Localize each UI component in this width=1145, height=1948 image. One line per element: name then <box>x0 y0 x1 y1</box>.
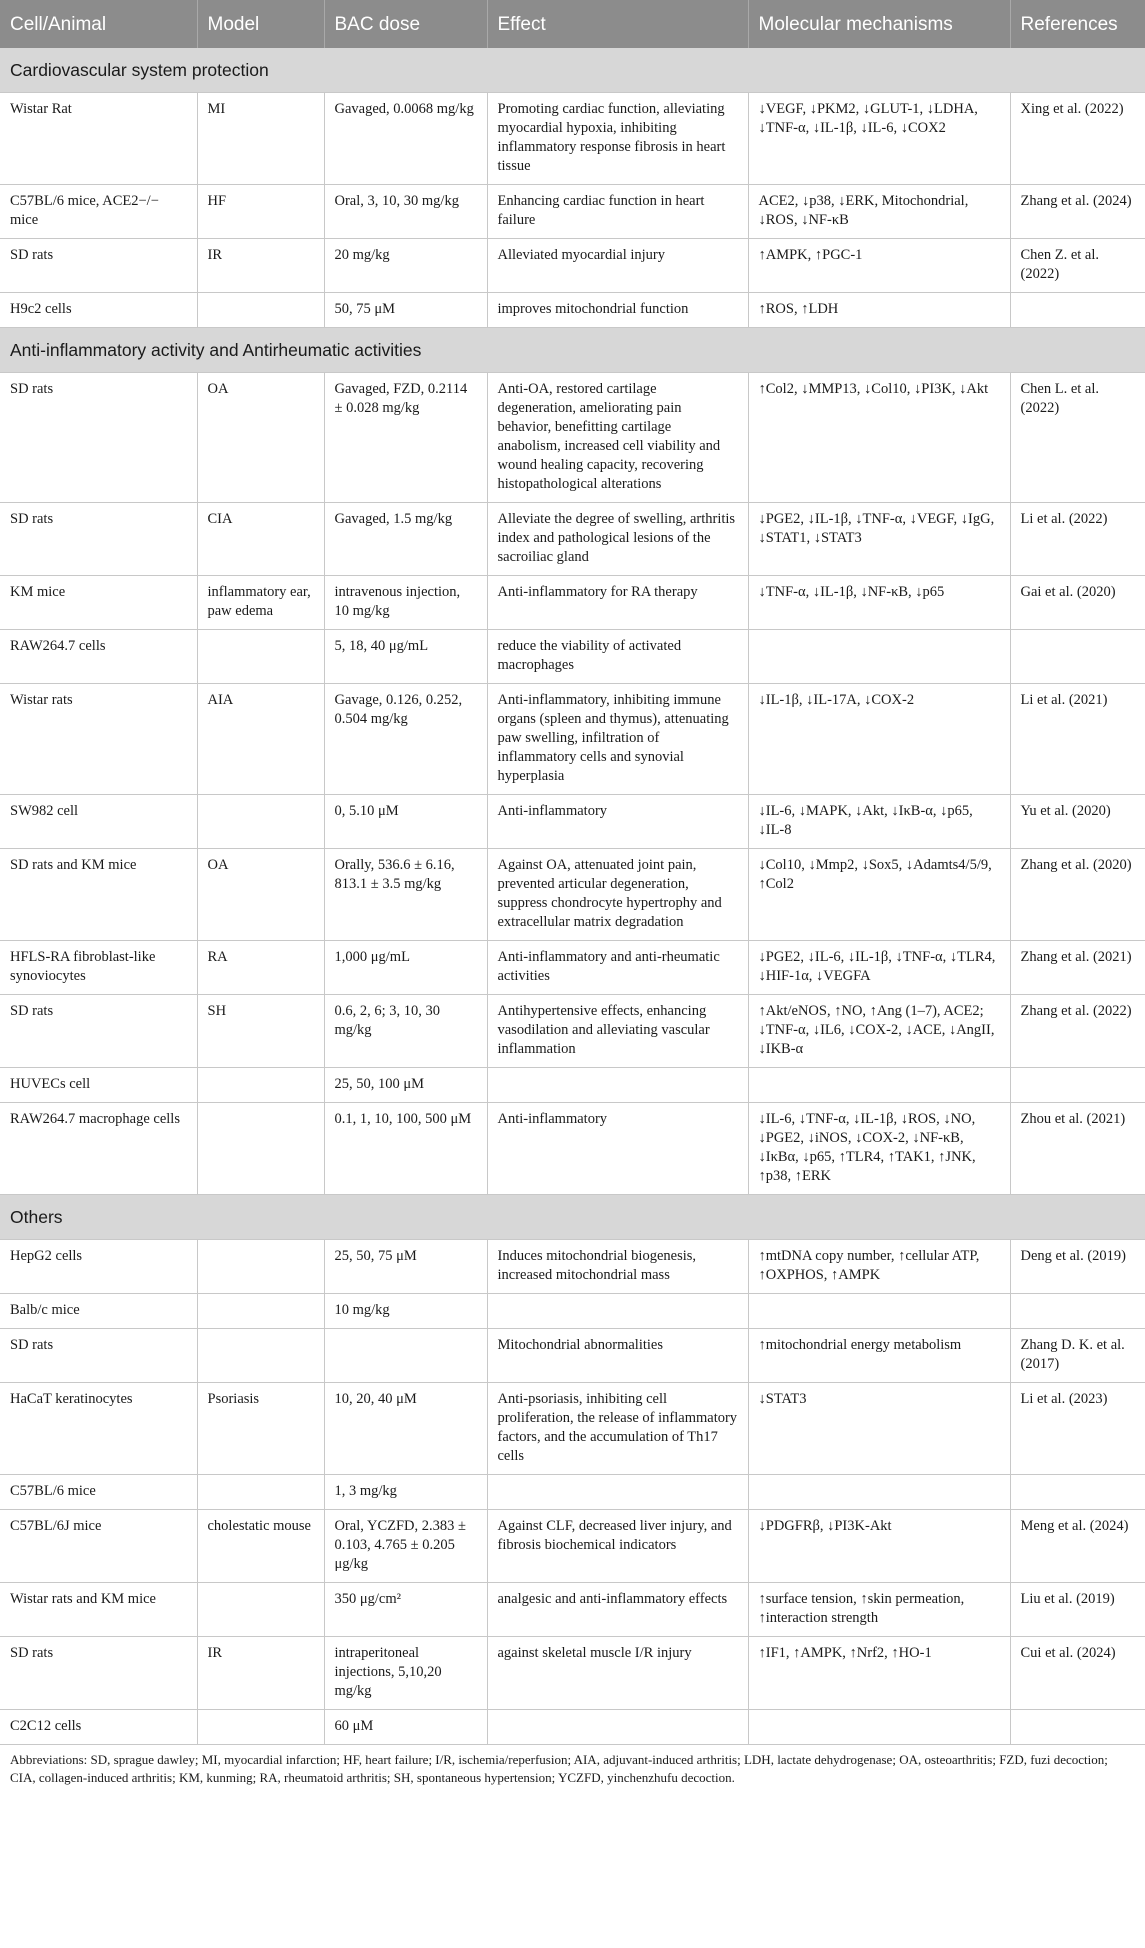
effect-cell <box>487 1068 748 1103</box>
cell-animal-cell: HUVECs cell <box>0 1068 197 1103</box>
section-title: Anti-inflammatory activity and Antirheumatic activities <box>0 328 1145 373</box>
effect-cell: Antihypertensive effects, enhancing vasodilation and alleviating vascular inflammation <box>487 995 748 1068</box>
effect-cell <box>487 1475 748 1510</box>
model-cell <box>197 1240 324 1294</box>
reference-cell: Chen L. et al. (2022) <box>1010 373 1145 503</box>
bac-dose-cell: Gavaged, 0.0068 mg/kg <box>324 93 487 185</box>
bac-dose-cell: 60 μM <box>324 1710 487 1745</box>
molecular-mechanisms-cell: ↓IL-6, ↓TNF-α, ↓IL-1β, ↓ROS, ↓NO, ↓PGE2, ↓iNOS, ↓COX-2, ↓NF-κB, ↓IκBα, ↓p65, ↑TLR4, ↑TAK1, ↑JNK, ↑p38, ↑ERK <box>748 1103 1010 1195</box>
table-row <box>0 239 1145 293</box>
model-cell: OA <box>197 373 324 503</box>
table-row <box>0 1475 1145 1510</box>
cell-animal-cell: C57BL/6 mice <box>0 1475 197 1510</box>
reference-cell: Zhang et al. (2022) <box>1010 995 1145 1068</box>
abbreviations-footnote: Abbreviations: SD, sprague dawley; MI, myocardial infarction; HF, heart failure; I/R, ischemia/reperfusion; AIA, adjuvant-induced arthritis; LDH, lactate dehydrogenase; OA, osteoarthritis; FZD, fuzi decoction; CIA, collagen-induced arthritis; KM, kunming; RA, rheumatoid arthritis; SH, spontaneous hypertension; YCZFD, yinchenzhufu decoction. <box>10 1752 1108 1785</box>
table-row <box>0 1710 1145 1745</box>
cell-animal-cell: Wistar rats and KM mice <box>0 1583 197 1637</box>
effect-cell: improves mitochondrial function <box>487 293 748 328</box>
bac-dose-cell: 0.1, 1, 10, 100, 500 μM <box>324 1103 487 1195</box>
bac-dose-cell: Oral, YCZFD, 2.383 ± 0.103, 4.765 ± 0.205 μg/kg <box>324 1510 487 1583</box>
table-row <box>0 1329 1145 1383</box>
table-header <box>0 0 1145 48</box>
bac-dose-cell: Orally, 536.6 ± 6.16, 813.1 ± 3.5 mg/kg <box>324 849 487 941</box>
section-row <box>0 328 1145 373</box>
header-cell-animal: Cell/Animal <box>0 0 197 48</box>
bac-dose-cell: Gavaged, FZD, 0.2114 ± 0.028 mg/kg <box>324 373 487 503</box>
reference-cell: Chen Z. et al. (2022) <box>1010 239 1145 293</box>
molecular-mechanisms-cell: ACE2, ↓p38, ↓ERK, Mitochondrial, ↓ROS, ↓NF-κB <box>748 185 1010 239</box>
cell-animal-cell: RAW264.7 cells <box>0 630 197 684</box>
molecular-mechanisms-cell: ↑Col2, ↓MMP13, ↓Col10, ↓PI3K, ↓Akt <box>748 373 1010 503</box>
effect-cell: Against OA, attenuated joint pain, prevented articular degeneration, suppress chondrocyte hypertrophy and extracellular matrix degradation <box>487 849 748 941</box>
cell-animal-cell: KM mice <box>0 576 197 630</box>
table-row <box>0 373 1145 503</box>
cell-animal-cell: Balb/c mice <box>0 1294 197 1329</box>
reference-cell: Zhang et al. (2021) <box>1010 941 1145 995</box>
effect-cell: Anti-inflammatory and anti-rheumatic activities <box>487 941 748 995</box>
bac-dose-cell: 50, 75 μM <box>324 293 487 328</box>
bac-dose-cell: Gavage, 0.126, 0.252, 0.504 mg/kg <box>324 684 487 795</box>
table-row <box>0 684 1145 795</box>
effect-cell: Mitochondrial abnormalities <box>487 1329 748 1383</box>
molecular-mechanisms-cell: ↑Akt/eNOS, ↑NO, ↑Ang (1–7), ACE2; ↓TNF-α, ↓IL6, ↓COX-2, ↓ACE, ↓AngII, ↓IKB-α <box>748 995 1010 1068</box>
reference-cell: Yu et al. (2020) <box>1010 795 1145 849</box>
section-title: Others <box>0 1195 1145 1240</box>
header-molecular-mechanisms: Molecular mechanisms <box>748 0 1010 48</box>
model-cell <box>197 795 324 849</box>
reference-cell: Li et al. (2022) <box>1010 503 1145 576</box>
bac-dose-cell: 5, 18, 40 μg/mL <box>324 630 487 684</box>
bac-dose-cell <box>324 1329 487 1383</box>
table-row <box>0 995 1145 1068</box>
model-cell: CIA <box>197 503 324 576</box>
model-cell: inflammatory ear, paw edema <box>197 576 324 630</box>
table-row <box>0 1383 1145 1475</box>
table-row <box>0 503 1145 576</box>
reference-cell: Li et al. (2021) <box>1010 684 1145 795</box>
cell-animal-cell: H9c2 cells <box>0 293 197 328</box>
cell-animal-cell: SD rats <box>0 239 197 293</box>
effect-cell: Anti-inflammatory for RA therapy <box>487 576 748 630</box>
molecular-mechanisms-cell: ↑surface tension, ↑skin permeation, ↑interaction strength <box>748 1583 1010 1637</box>
effect-cell: Anti-OA, restored cartilage degeneration, ameliorating pain behavior, benefitting cartilage anabolism, increased cell viability and wound healing capacity, recovering histopathological alterations <box>487 373 748 503</box>
model-cell <box>197 1710 324 1745</box>
effect-cell <box>487 1710 748 1745</box>
section-row <box>0 48 1145 93</box>
model-cell <box>197 1068 324 1103</box>
model-cell: RA <box>197 941 324 995</box>
section-row <box>0 1195 1145 1240</box>
molecular-mechanisms-cell: ↓VEGF, ↓PKM2, ↓GLUT-1, ↓LDHA, ↓TNF-α, ↓IL-1β, ↓IL-6, ↓COX2 <box>748 93 1010 185</box>
molecular-mechanisms-cell: ↓PDGFRβ, ↓PI3K-Akt <box>748 1510 1010 1583</box>
cell-animal-cell: SW982 cell <box>0 795 197 849</box>
molecular-mechanisms-cell <box>748 1294 1010 1329</box>
cell-animal-cell: SD rats <box>0 1329 197 1383</box>
effect-cell: Enhancing cardiac function in heart failure <box>487 185 748 239</box>
model-cell: HF <box>197 185 324 239</box>
molecular-mechanisms-cell <box>748 630 1010 684</box>
table-row <box>0 93 1145 185</box>
table-row <box>0 576 1145 630</box>
bac-dose-cell: 10, 20, 40 μM <box>324 1383 487 1475</box>
reference-cell: Deng et al. (2019) <box>1010 1240 1145 1294</box>
reference-cell <box>1010 293 1145 328</box>
bac-dose-cell: 0.6, 2, 6; 3, 10, 30 mg/kg <box>324 995 487 1068</box>
bac-dose-cell: 0, 5.10 μM <box>324 795 487 849</box>
header-references: References <box>1010 0 1145 48</box>
model-cell: MI <box>197 93 324 185</box>
effect-cell <box>487 1294 748 1329</box>
bac-dose-cell: 25, 50, 75 μM <box>324 1240 487 1294</box>
bac-dose-cell: 1,000 μg/mL <box>324 941 487 995</box>
model-cell <box>197 293 324 328</box>
table-row <box>0 185 1145 239</box>
model-cell <box>197 1294 324 1329</box>
molecular-mechanisms-cell: ↓TNF-α, ↓IL-1β, ↓NF-κB, ↓p65 <box>748 576 1010 630</box>
model-cell: OA <box>197 849 324 941</box>
bac-dose-cell: 10 mg/kg <box>324 1294 487 1329</box>
cell-animal-cell: SD rats <box>0 503 197 576</box>
table-row <box>0 1294 1145 1329</box>
effect-cell: Against CLF, decreased liver injury, and fibrosis biochemical indicators <box>487 1510 748 1583</box>
model-cell <box>197 1103 324 1195</box>
table-row <box>0 1583 1145 1637</box>
molecular-mechanisms-cell: ↓STAT3 <box>748 1383 1010 1475</box>
reference-cell: Cui et al. (2024) <box>1010 1637 1145 1710</box>
cell-animal-cell: C2C12 cells <box>0 1710 197 1745</box>
header-effect: Effect <box>487 0 748 48</box>
molecular-mechanisms-cell: ↑ROS, ↑LDH <box>748 293 1010 328</box>
cell-animal-cell: HepG2 cells <box>0 1240 197 1294</box>
effect-cell: Anti-psoriasis, inhibiting cell proliferation, the release of inflammatory factors, and the accumulation of Th17 cells <box>487 1383 748 1475</box>
model-cell: AIA <box>197 684 324 795</box>
cell-animal-cell: SD rats <box>0 995 197 1068</box>
table-row <box>0 795 1145 849</box>
model-cell <box>197 630 324 684</box>
molecular-mechanisms-cell: ↓PGE2, ↓IL-1β, ↓TNF-α, ↓VEGF, ↓IgG, ↓STAT1, ↓STAT3 <box>748 503 1010 576</box>
molecular-mechanisms-cell: ↑IF1, ↑AMPK, ↑Nrf2, ↑HO-1 <box>748 1637 1010 1710</box>
model-cell: cholestatic mouse <box>197 1510 324 1583</box>
reference-cell <box>1010 1710 1145 1745</box>
model-cell <box>197 1583 324 1637</box>
table-row <box>0 1103 1145 1195</box>
model-cell <box>197 1329 324 1383</box>
effect-cell: Anti-inflammatory <box>487 795 748 849</box>
bac-dose-cell: Gavaged, 1.5 mg/kg <box>324 503 487 576</box>
section-title: Cardiovascular system protection <box>0 48 1145 93</box>
reference-cell: Li et al. (2023) <box>1010 1383 1145 1475</box>
table-row <box>0 849 1145 941</box>
table-row <box>0 1240 1145 1294</box>
model-cell: SH <box>197 995 324 1068</box>
cell-animal-cell: Wistar Rat <box>0 93 197 185</box>
table-row <box>0 1637 1145 1710</box>
molecular-mechanisms-cell <box>748 1475 1010 1510</box>
model-cell: IR <box>197 1637 324 1710</box>
bac-dose-cell: 20 mg/kg <box>324 239 487 293</box>
bac-dose-cell: 1, 3 mg/kg <box>324 1475 487 1510</box>
table-row <box>0 1068 1145 1103</box>
header-row <box>0 0 1145 48</box>
reference-cell: Liu et al. (2019) <box>1010 1583 1145 1637</box>
molecular-mechanisms-cell: ↑mtDNA copy number, ↑cellular ATP, ↑OXPHOS, ↑AMPK <box>748 1240 1010 1294</box>
effect-cell: analgesic and anti-inflammatory effects <box>487 1583 748 1637</box>
reference-cell: Gai et al. (2020) <box>1010 576 1145 630</box>
molecular-mechanisms-cell: ↓Col10, ↓Mmp2, ↓Sox5, ↓Adamts4/5/9, ↑Col2 <box>748 849 1010 941</box>
cell-animal-cell: SD rats <box>0 1637 197 1710</box>
cell-animal-cell: C57BL/6J mice <box>0 1510 197 1583</box>
cell-animal-cell: RAW264.7 macrophage cells <box>0 1103 197 1195</box>
bac-dose-cell: 350 μg/cm² <box>324 1583 487 1637</box>
reference-cell <box>1010 1068 1145 1103</box>
cell-animal-cell: SD rats and KM mice <box>0 849 197 941</box>
reference-cell: Zhang et al. (2020) <box>1010 849 1145 941</box>
effect-cell: Anti-inflammatory, inhibiting immune organs (spleen and thymus), attenuating paw swelling, infiltration of inflammatory cells and synovial hyperplasia <box>487 684 748 795</box>
reference-cell: Meng et al. (2024) <box>1010 1510 1145 1583</box>
effect-cell: Induces mitochondrial biogenesis, increased mitochondrial mass <box>487 1240 748 1294</box>
effect-cell: against skeletal muscle I/R injury <box>487 1637 748 1710</box>
molecular-mechanisms-cell: ↑mitochondrial energy metabolism <box>748 1329 1010 1383</box>
cell-animal-cell: C57BL/6 mice, ACE2−/− mice <box>0 185 197 239</box>
bac-dose-cell: intraperitoneal injections, 5,10,20 mg/kg <box>324 1637 487 1710</box>
table-row <box>0 1510 1145 1583</box>
effect-cell: Anti-inflammatory <box>487 1103 748 1195</box>
molecular-mechanisms-cell <box>748 1710 1010 1745</box>
effect-cell: reduce the viability of activated macrophages <box>487 630 748 684</box>
table-row <box>0 293 1145 328</box>
reference-cell: Zhang et al. (2024) <box>1010 185 1145 239</box>
molecular-mechanisms-cell: ↓IL-6, ↓MAPK, ↓Akt, ↓IκB-α, ↓p65, ↓IL-8 <box>748 795 1010 849</box>
cell-animal-cell: HFLS-RA fibroblast-like synoviocytes <box>0 941 197 995</box>
reference-cell: Zhou et al. (2021) <box>1010 1103 1145 1195</box>
molecular-mechanisms-cell: ↓PGE2, ↓IL-6, ↓IL-1β, ↓TNF-α, ↓TLR4, ↓HIF-1α, ↓VEGFA <box>748 941 1010 995</box>
molecular-mechanisms-cell: ↑AMPK, ↑PGC-1 <box>748 239 1010 293</box>
reference-cell <box>1010 1475 1145 1510</box>
header-model: Model <box>197 0 324 48</box>
cell-animal-cell: HaCaT keratinocytes <box>0 1383 197 1475</box>
table-row <box>0 941 1145 995</box>
cell-animal-cell: Wistar rats <box>0 684 197 795</box>
cell-animal-cell: SD rats <box>0 373 197 503</box>
table-body <box>0 48 1145 1745</box>
molecular-mechanisms-cell <box>748 1068 1010 1103</box>
model-cell: IR <box>197 239 324 293</box>
model-cell: Psoriasis <box>197 1383 324 1475</box>
reference-cell <box>1010 1294 1145 1329</box>
bac-dose-cell: intravenous injection, 10 mg/kg <box>324 576 487 630</box>
molecular-mechanisms-cell: ↓IL-1β, ↓IL-17A, ↓COX-2 <box>748 684 1010 795</box>
model-cell <box>197 1475 324 1510</box>
reference-cell: Xing et al. (2022) <box>1010 93 1145 185</box>
bac-dose-cell: Oral, 3, 10, 30 mg/kg <box>324 185 487 239</box>
bac-dose-cell: 25, 50, 100 μM <box>324 1068 487 1103</box>
effect-cell: Alleviated myocardial injury <box>487 239 748 293</box>
reference-cell: Zhang D. K. et al. (2017) <box>1010 1329 1145 1383</box>
table-row <box>0 630 1145 684</box>
effect-cell: Alleviate the degree of swelling, arthritis index and pathological lesions of the sacroiliac gland <box>487 503 748 576</box>
effect-cell: Promoting cardiac function, alleviating myocardial hypoxia, inhibiting inflammatory response fibrosis in heart tissue <box>487 93 748 185</box>
reference-cell <box>1010 630 1145 684</box>
header-bac-dose: BAC dose <box>324 0 487 48</box>
